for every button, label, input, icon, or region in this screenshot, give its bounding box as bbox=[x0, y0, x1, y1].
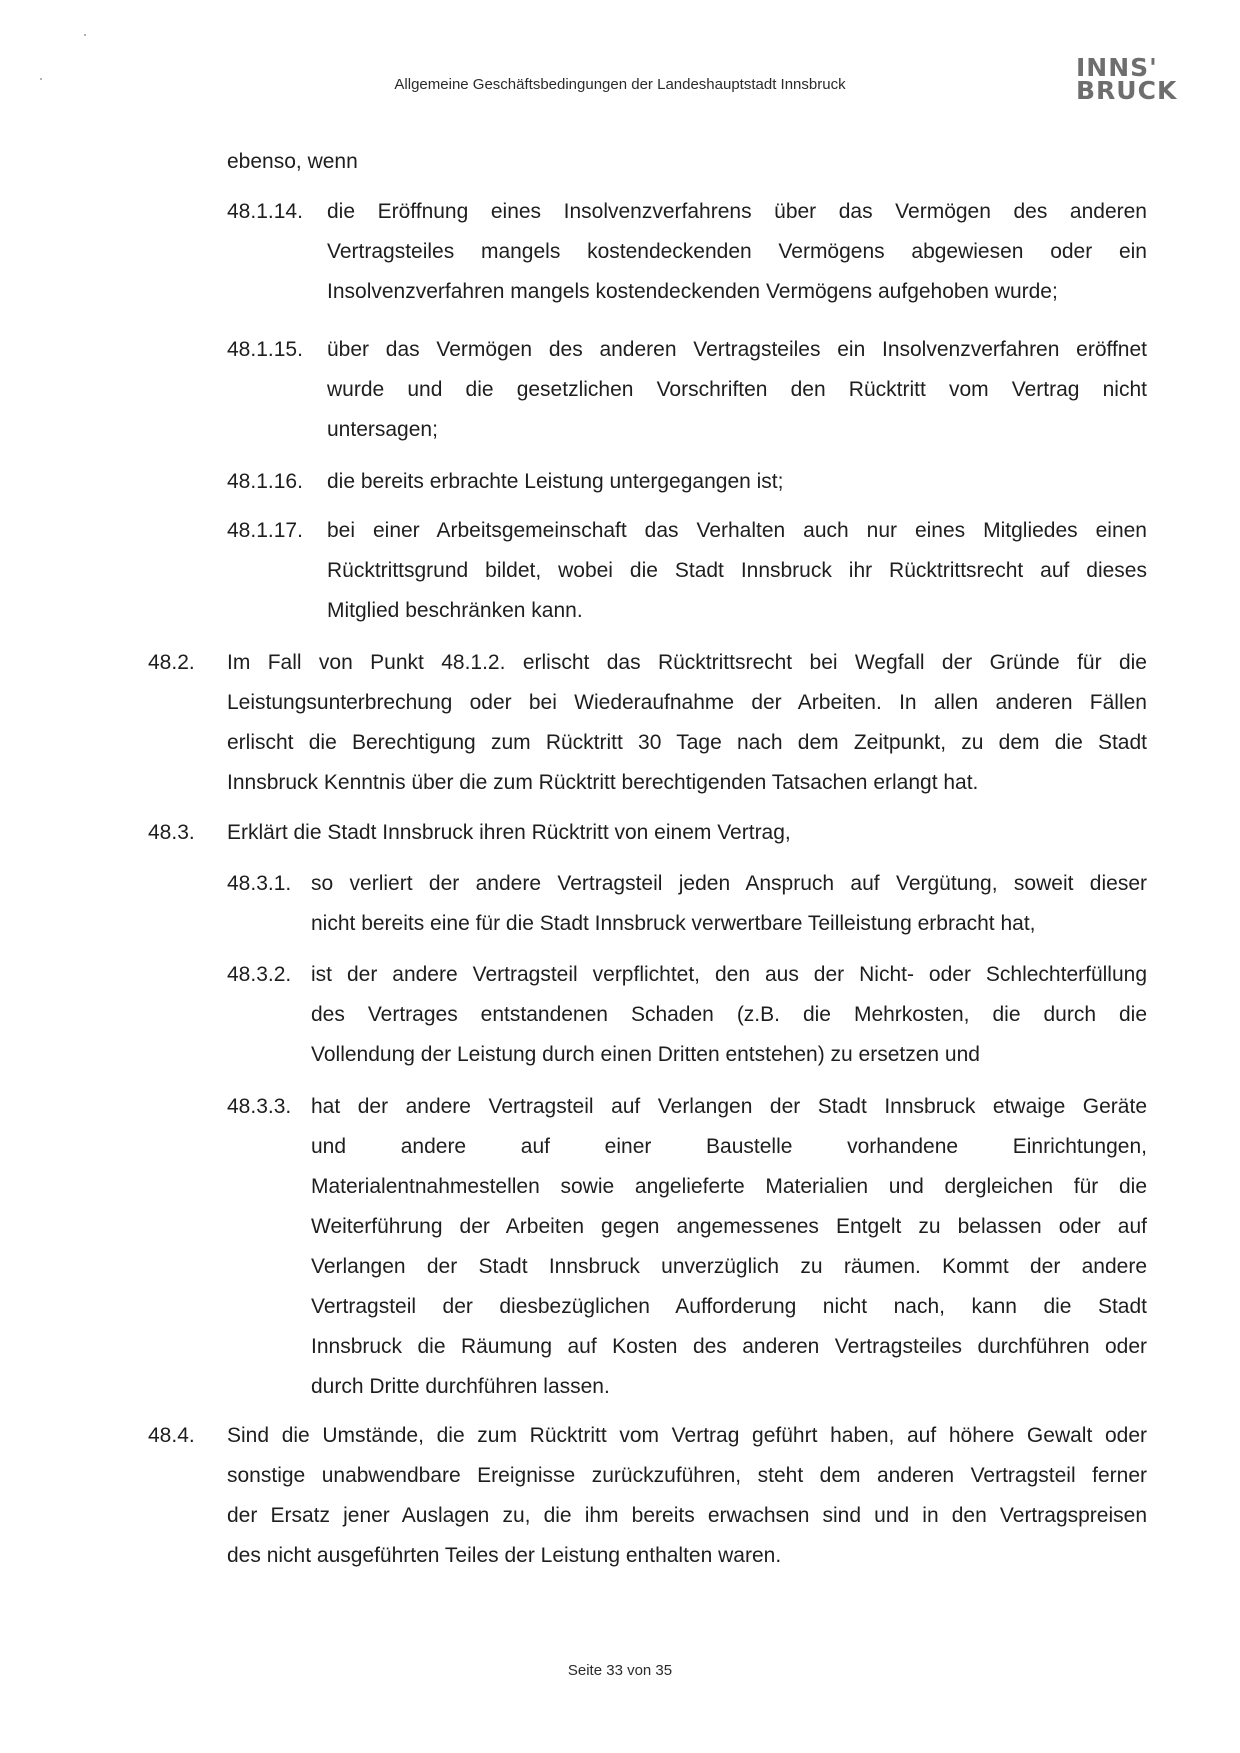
clause-line: Leistungsunterbrechung oder bei Wiederaufnahme der Arbeiten. In allen anderen Fällen bbox=[227, 691, 1147, 714]
clause-line: Erklärt die Stadt Innsbruck ihren Rücktritt von einem Vertrag, bbox=[227, 821, 791, 844]
clause-line: und andere auf einer Baustelle vorhandene Einrichtungen, bbox=[311, 1135, 1147, 1158]
clause-line: Innsbruck die Räumung auf Kosten des anderen Vertragsteiles durchführen oder bbox=[311, 1335, 1147, 1358]
document-header-title: Allgemeine Geschäftsbedingungen der Landeshauptstadt Innsbruck bbox=[394, 76, 846, 93]
clause-line: nicht bereits eine für die Stadt Innsbruck verwertbare Teilleistung erbracht hat, bbox=[311, 912, 1036, 935]
clause-line: über das Vermögen des anderen Vertragsteiles ein Insolvenzverfahren eröffnet bbox=[327, 338, 1147, 361]
clause-line: durch Dritte durchführen lassen. bbox=[311, 1375, 610, 1398]
clause-number: 48.1.14. bbox=[227, 200, 303, 223]
clause-number: 48.3.2. bbox=[227, 963, 292, 986]
clause-line: Innsbruck Kenntnis über die zum Rücktritt berechtigenden Tatsachen erlangt hat. bbox=[227, 771, 979, 794]
clause-number: 48.1.15. bbox=[227, 338, 303, 361]
clause-line: ist der andere Vertragsteil verpflichtet, den aus der Nicht- oder Schlechterfüllung bbox=[311, 963, 1147, 986]
logo-line-2: BRUCK bbox=[1076, 76, 1178, 105]
clause-number: 48.2. bbox=[148, 651, 195, 674]
clause-number: 48.3.3. bbox=[227, 1095, 292, 1118]
innsbruck-logo bbox=[1076, 53, 1178, 105]
clause-line: Vertragsteiles mangels kostendeckenden Vermögens abgewiesen oder ein bbox=[327, 240, 1147, 263]
clause-line: Vollendung der Leistung durch einen Dritten entstehen) zu ersetzen und bbox=[311, 1043, 980, 1066]
clause-line: des nicht ausgeführten Teiles der Leistung enthalten waren. bbox=[227, 1544, 782, 1567]
clause-line: die Eröffnung eines Insolvenzverfahrens über das Vermögen des anderen bbox=[327, 200, 1147, 223]
clause-line: Vertragsteil der diesbezüglichen Aufforderung nicht nach, kann die Stadt bbox=[311, 1295, 1147, 1318]
clause-line: Insolvenzverfahren mangels kostendeckenden Vermögens aufgehoben wurde; bbox=[327, 280, 1058, 303]
clause-number: 48.1.17. bbox=[227, 519, 303, 542]
clause-line: hat der andere Vertragsteil auf Verlangen der Stadt Innsbruck etwaige Geräte bbox=[311, 1095, 1147, 1118]
clause-line: Verlangen der Stadt Innsbruck unverzüglich zu räumen. Kommt der andere bbox=[311, 1255, 1147, 1278]
clause-line: Weiterführung der Arbeiten gegen angemessenes Entgelt zu belassen oder auf bbox=[311, 1215, 1147, 1238]
clause-line: Rücktrittsgrund bildet, wobei die Stadt Innsbruck ihr Rücktrittsrecht auf dieses bbox=[327, 559, 1147, 582]
clause-number: 48.3. bbox=[148, 821, 195, 844]
clause-line: Mitglied beschränken kann. bbox=[327, 599, 583, 622]
clause-number: 48.1.16. bbox=[227, 470, 303, 493]
clause-number: 48.4. bbox=[148, 1424, 195, 1447]
clause-line: so verliert der andere Vertragsteil jeden Anspruch auf Vergütung, soweit dieser bbox=[311, 872, 1147, 895]
clause-line: Im Fall von Punkt 48.1.2. erlischt das Rücktrittsrecht bei Wegfall der Gründe für die bbox=[227, 651, 1147, 674]
clause-line: sonstige unabwendbare Ereignisse zurückzuführen, steht dem anderen Vertragsteil ferner bbox=[227, 1464, 1147, 1487]
page-number: Seite 33 von 35 bbox=[567, 1662, 673, 1679]
intro-text: ebenso, wenn bbox=[227, 150, 358, 173]
clause-line: untersagen; bbox=[327, 418, 438, 441]
clause-line: Materialentnahmestellen sowie angelieferte Materialien und dergleichen für die bbox=[311, 1175, 1147, 1198]
clause-line: wurde und die gesetzlichen Vorschriften den Rücktritt vom Vertrag nicht bbox=[327, 378, 1147, 401]
clause-line: Sind die Umstände, die zum Rücktritt vom Vertrag geführt haben, auf höhere Gewalt oder bbox=[227, 1424, 1147, 1447]
logo-line-1: INNS' bbox=[1076, 53, 1158, 82]
clause-line: die bereits erbrachte Leistung untergegangen ist; bbox=[327, 470, 784, 493]
clause-number: 48.3.1. bbox=[227, 872, 292, 895]
clause-line: erlischt die Berechtigung zum Rücktritt 30 Tage nach dem Zeitpunkt, zu dem die Stadt bbox=[227, 731, 1147, 754]
clause-line: des Vertrages entstandenen Schaden (z.B. die Mehrkosten, die durch die bbox=[311, 1003, 1147, 1026]
clause-line: der Ersatz jener Auslagen zu, die ihm bereits erwachsen sind und in den Vertragspreisen bbox=[227, 1504, 1147, 1527]
scan-speck bbox=[84, 34, 86, 36]
clause-line: bei einer Arbeitsgemeinschaft das Verhalten auch nur eines Mitgliedes einen bbox=[327, 519, 1147, 542]
